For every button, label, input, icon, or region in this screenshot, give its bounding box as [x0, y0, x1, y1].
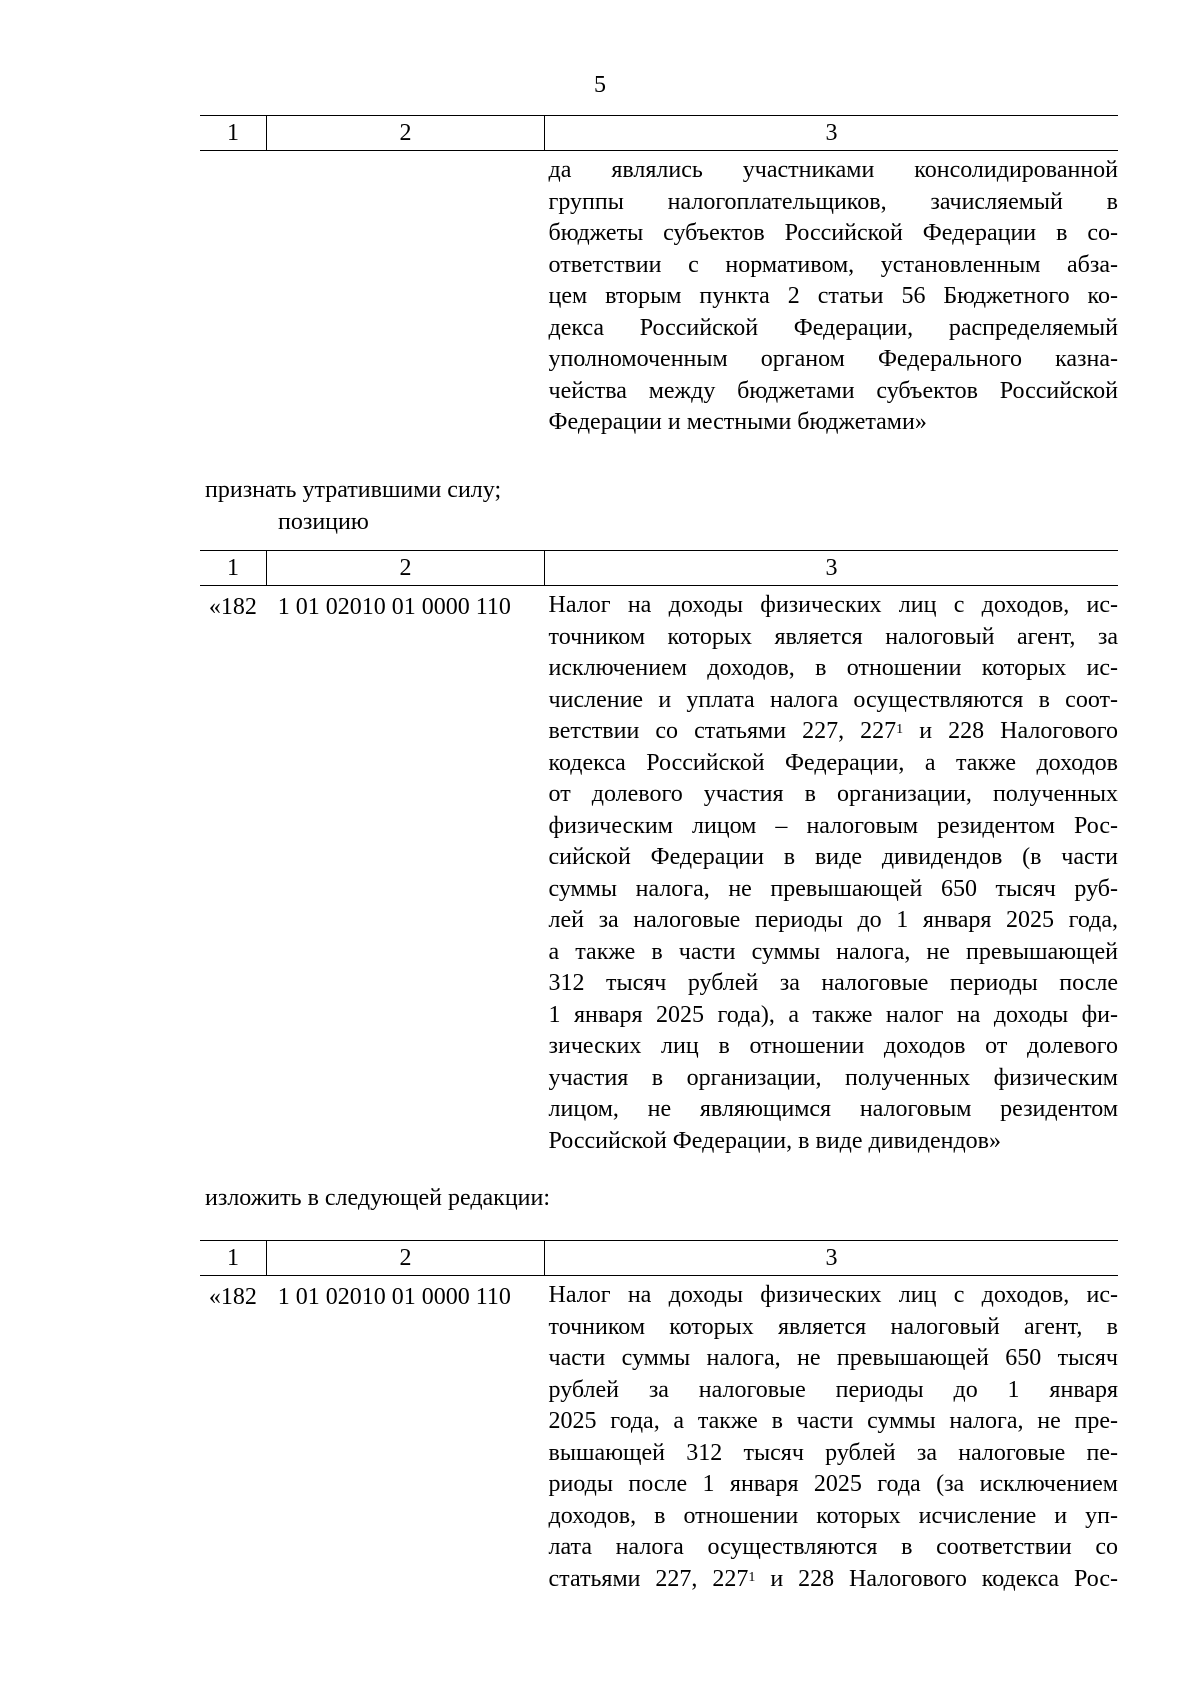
- text-line: цем вторым пункта 2 статьи 56 Бюджетного ко-: [548, 283, 1118, 309]
- text-line: точником которых является налоговый агент, за: [548, 623, 1118, 650]
- header-col-3: 3: [544, 1241, 1118, 1275]
- text-line: числение и уплата налога осуществляются в соот-: [548, 686, 1118, 713]
- table-header: [200, 115, 1118, 151]
- header-col-2: 2: [266, 551, 544, 585]
- table-row: [200, 155, 1118, 439]
- text-line: лата налога осуществляются в соответствии со: [548, 1534, 1118, 1560]
- table-header: [200, 1240, 1118, 1276]
- table-header: [200, 550, 1118, 586]
- paragraph-new-wording: изложить в следующей редакции:: [205, 1185, 551, 1211]
- text-line: Федерации и местными бюджетами»: [548, 409, 927, 435]
- header-col-1: 1: [227, 119, 239, 146]
- text-line: лицом, не являющимся налоговым резидентом: [548, 1096, 1118, 1122]
- cell-col-1: «182: [208, 594, 257, 620]
- header-col-1: 1: [227, 1244, 239, 1271]
- table-2: [200, 550, 1118, 1157]
- table-row: [200, 1280, 1118, 1595]
- text-line: кодекса Российской Федерации, а также доходов: [548, 749, 1118, 776]
- cell-col-3: [549, 590, 1118, 1157]
- text-line: от долевого участия в организации, полученных: [548, 781, 1118, 807]
- cell-col-3: [549, 155, 1118, 439]
- text-line: доходов, в отношении которых исчисление и уп-: [548, 1502, 1118, 1529]
- text-line: сийской Федерации в виде дивидендов (в части: [548, 844, 1118, 870]
- text-line: [549, 716, 1118, 748]
- text-line: ответствии с нормативом, установленным абза-: [548, 251, 1118, 278]
- header-col-2: 2: [266, 116, 544, 150]
- text-line: 312 тысяч рублей за налоговые периоды после: [548, 970, 1118, 996]
- text-fragment: ветствии со статьями 227, 227: [548, 718, 897, 744]
- header-col-1: 1: [227, 554, 239, 581]
- text-line: а также в части суммы налога, не превышающей: [548, 938, 1118, 965]
- text-line: [549, 1564, 1118, 1596]
- text-line: участия в организации, полученных физическим: [548, 1064, 1118, 1091]
- text-fragment: и 228 Налогового кодекса Рос-: [770, 1565, 1118, 1592]
- text-line: Российской Федерации, в виде дивидендов»: [548, 1127, 1002, 1154]
- header-col-3: 3: [544, 116, 1118, 150]
- header-col-3: 3: [544, 551, 1118, 585]
- text-line: 1 января 2025 года), а также налог на доходы фи-: [548, 1001, 1118, 1028]
- text-line: 2025 года, а также в части суммы налога, не пре-: [548, 1408, 1118, 1434]
- cell-col-1: [200, 155, 266, 439]
- text-line: бюджеты субъектов Российской Федерации в со-: [548, 220, 1118, 246]
- text-line: лей за налоговые периоды до 1 января 2025 года,: [548, 907, 1118, 933]
- superscript: 1: [896, 722, 904, 737]
- text-line: да являлись участниками консолидированной: [548, 157, 1118, 183]
- cell-col-2: 1 01 02010 01 0000 110: [277, 1284, 511, 1310]
- cell-col-2: 1 01 02010 01 0000 110: [277, 594, 511, 620]
- cell-col-1: «182: [208, 1284, 257, 1310]
- text-line: уполномоченным органом Федерального казна-: [548, 346, 1118, 372]
- text-fragment: и 228 Налогового: [919, 718, 1119, 744]
- text-line: вышающей 312 тысяч рублей за налоговые пе-: [548, 1439, 1118, 1466]
- text-line: физическим лицом – налоговым резидентом Рос-: [548, 812, 1118, 839]
- text-line: группы налогоплательщиков, зачисляемый в: [548, 188, 1118, 215]
- cell-col-3: [549, 1280, 1118, 1595]
- text-line: Налог на доходы физических лиц с доходов, ис-: [548, 592, 1118, 618]
- text-fragment: статьями 227, 227: [548, 1565, 749, 1592]
- table-1: [200, 115, 1118, 439]
- text-line: зических лиц в отношении доходов от долевого: [548, 1033, 1118, 1059]
- header-col-2: 2: [266, 1241, 544, 1275]
- text-line: исключением доходов, в отношении которых ис-: [548, 655, 1118, 681]
- cell-col-2: [266, 155, 543, 439]
- text-line: точником которых является налоговый агент, в: [548, 1313, 1118, 1340]
- page-number: 5: [594, 72, 606, 98]
- paragraph-position: позицию: [278, 509, 369, 535]
- text-line: чейства между бюджетами субъектов Российской: [548, 377, 1118, 404]
- text-line: риоды после 1 января 2025 года (за исключением: [548, 1471, 1118, 1497]
- table-3: [200, 1240, 1118, 1595]
- paragraph-repeal: признать утратившими силу;: [205, 477, 502, 503]
- text-line: суммы налога, не превышающей 650 тысяч руб-: [548, 875, 1118, 902]
- text-line: декса Российской Федерации, распределяемый: [548, 314, 1118, 341]
- superscript: 1: [748, 1569, 756, 1585]
- text-line: части суммы налога, не превышающей 650 тысяч: [548, 1345, 1118, 1371]
- text-line: рублей за налоговые периоды до 1 января: [548, 1376, 1118, 1403]
- table-row: [200, 590, 1118, 1157]
- text-line: Налог на доходы физических лиц с доходов, ис-: [548, 1282, 1118, 1308]
